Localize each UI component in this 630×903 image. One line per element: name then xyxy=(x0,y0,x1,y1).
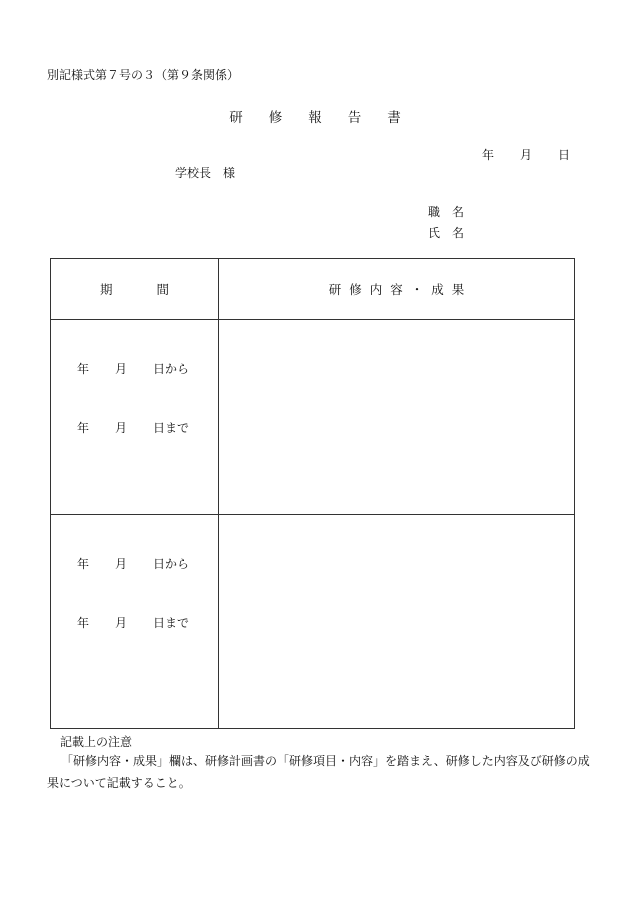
period-to xyxy=(77,614,189,631)
content-results-cell[interactable] xyxy=(219,515,575,729)
period-from xyxy=(77,360,189,377)
date-day: 日 xyxy=(558,148,571,162)
from-day: 日から xyxy=(153,362,190,376)
title-char: 報 xyxy=(308,110,322,126)
from-year: 年 xyxy=(77,362,90,376)
to-day: 日まで xyxy=(153,421,190,435)
addressee: 学校長 様 xyxy=(175,166,236,180)
title-char: 告 xyxy=(347,110,362,126)
table-row xyxy=(51,515,575,729)
document-title xyxy=(0,106,630,126)
name-label: 氏 名 xyxy=(428,226,465,240)
to-year: 年 xyxy=(77,421,90,435)
date-month: 月 xyxy=(520,148,533,162)
header-content-char: ・ xyxy=(410,282,424,297)
header-content-char: 修 xyxy=(349,282,362,297)
header-content-char: 内 xyxy=(369,282,383,297)
period-cell[interactable] xyxy=(51,320,219,515)
header-content-char: 成 xyxy=(431,282,444,297)
header-content-char: 容 xyxy=(390,282,403,297)
to-year: 年 xyxy=(77,616,90,630)
table-header-row xyxy=(51,259,575,320)
title-char: 研 xyxy=(229,110,243,126)
table-row xyxy=(51,320,575,515)
header-period-char: 間 xyxy=(156,282,170,297)
title-char: 修 xyxy=(268,110,283,126)
form-number: 別記様式第７号の３（第９条関係） xyxy=(47,68,240,82)
to-month: 月 xyxy=(115,616,128,630)
to-month: 月 xyxy=(115,421,128,435)
header-content-char: 研 xyxy=(328,282,342,297)
from-month: 月 xyxy=(115,557,128,571)
notes-body-text: 「研修内容・成果」欄は、研修計画書の「研修項目・内容」を踏まえ、研修した内容及び研修の成果について記載すること。 xyxy=(47,754,590,790)
date-year: 年 xyxy=(482,148,495,162)
header-content-results xyxy=(219,259,575,320)
title-char: 書 xyxy=(387,110,401,126)
to-day: 日まで xyxy=(153,616,190,630)
report-table xyxy=(50,258,575,729)
header-content-char: 果 xyxy=(451,282,465,297)
period-to xyxy=(77,419,189,436)
date-line xyxy=(482,146,570,163)
header-period-char: 期 xyxy=(99,282,113,297)
period-from xyxy=(77,555,189,572)
from-year: 年 xyxy=(77,557,90,571)
notes-title: 記載上の注意 xyxy=(60,735,133,749)
notes-body xyxy=(47,750,592,794)
header-period xyxy=(51,259,219,320)
from-day: 日から xyxy=(153,557,190,571)
from-month: 月 xyxy=(115,362,128,376)
job-title-label: 職 名 xyxy=(428,205,465,219)
period-cell[interactable] xyxy=(51,515,219,729)
content-results-cell[interactable] xyxy=(219,320,575,515)
